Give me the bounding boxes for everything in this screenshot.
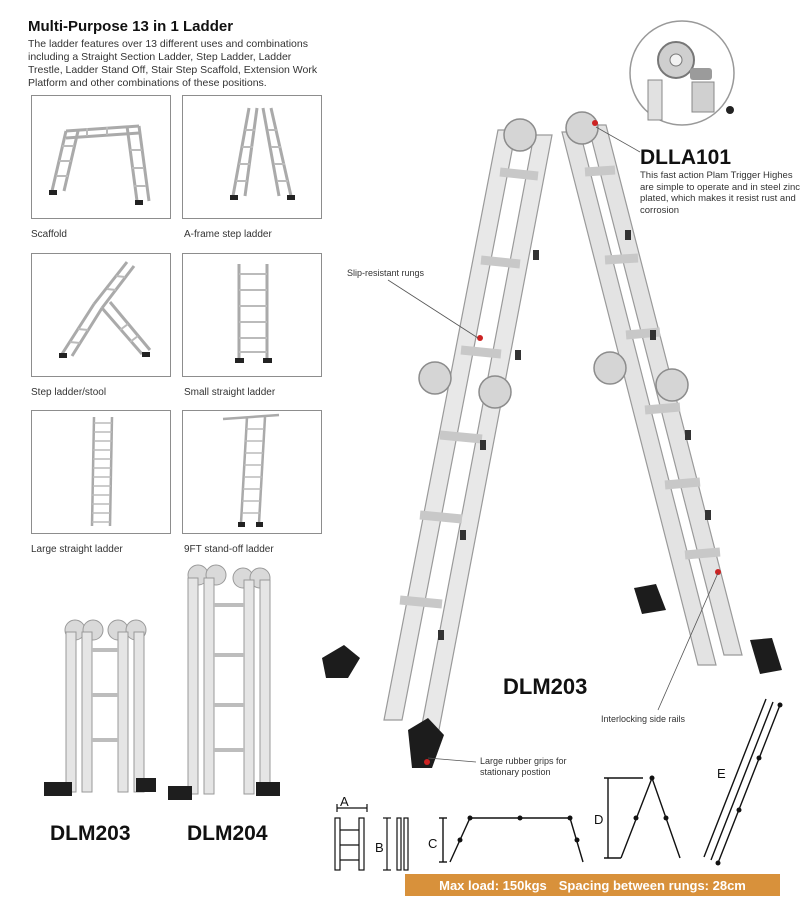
caption-a-frame: A-frame step ladder	[184, 229, 272, 240]
page-title: Multi-Purpose 13 in 1 Ladder	[28, 18, 234, 35]
max-load-text: Max load: 150kgs	[439, 877, 547, 893]
dimension-label-e: E	[717, 766, 726, 781]
model-label-dlm203: DLM203	[50, 822, 131, 845]
caption-step-stool: Step ladder/stool	[31, 387, 107, 398]
caption-stand-off: 9FT stand-off ladder	[184, 544, 274, 555]
model-label-dlm204: DLM204	[187, 822, 268, 845]
dimension-label-a: A	[340, 794, 349, 809]
main-model-label: DLM203	[503, 674, 588, 699]
dimension-label-c: C	[428, 836, 438, 851]
callout-rungs: Slip-resistant rungs	[347, 268, 425, 278]
hinge-description: This fast action Plam Trigger Highes are simple to operate and in steel zinc plated, which makes it resist rust and corrosion	[640, 170, 801, 216]
callout-grips: Large rubber grips for stationary postion	[480, 756, 567, 777]
dimension-label-b: B	[375, 840, 384, 855]
caption-small-straight: Small straight ladder	[184, 387, 276, 398]
hinge-model-title: DLLA101	[640, 146, 732, 169]
intro-text: The ladder features over 13 different uses and combinations including a Straight Section Ladder, Step Ladder, Ladder Trestle, Ladder Stand Off, Stair Step Scaffold, Extension Work Platform and other combinations of these positions.	[28, 38, 318, 89]
dimension-label-d: D	[594, 812, 604, 827]
caption-scaffold: Scaffold	[31, 229, 67, 240]
caption-large-straight: Large straight ladder	[31, 544, 123, 555]
dimension-diagrams	[325, 690, 795, 875]
rung-spacing-text: Spacing between rungs: 28cm	[558, 877, 746, 893]
spec-bar	[405, 874, 780, 896]
callout-rails: Interlocking side rails	[601, 714, 686, 724]
